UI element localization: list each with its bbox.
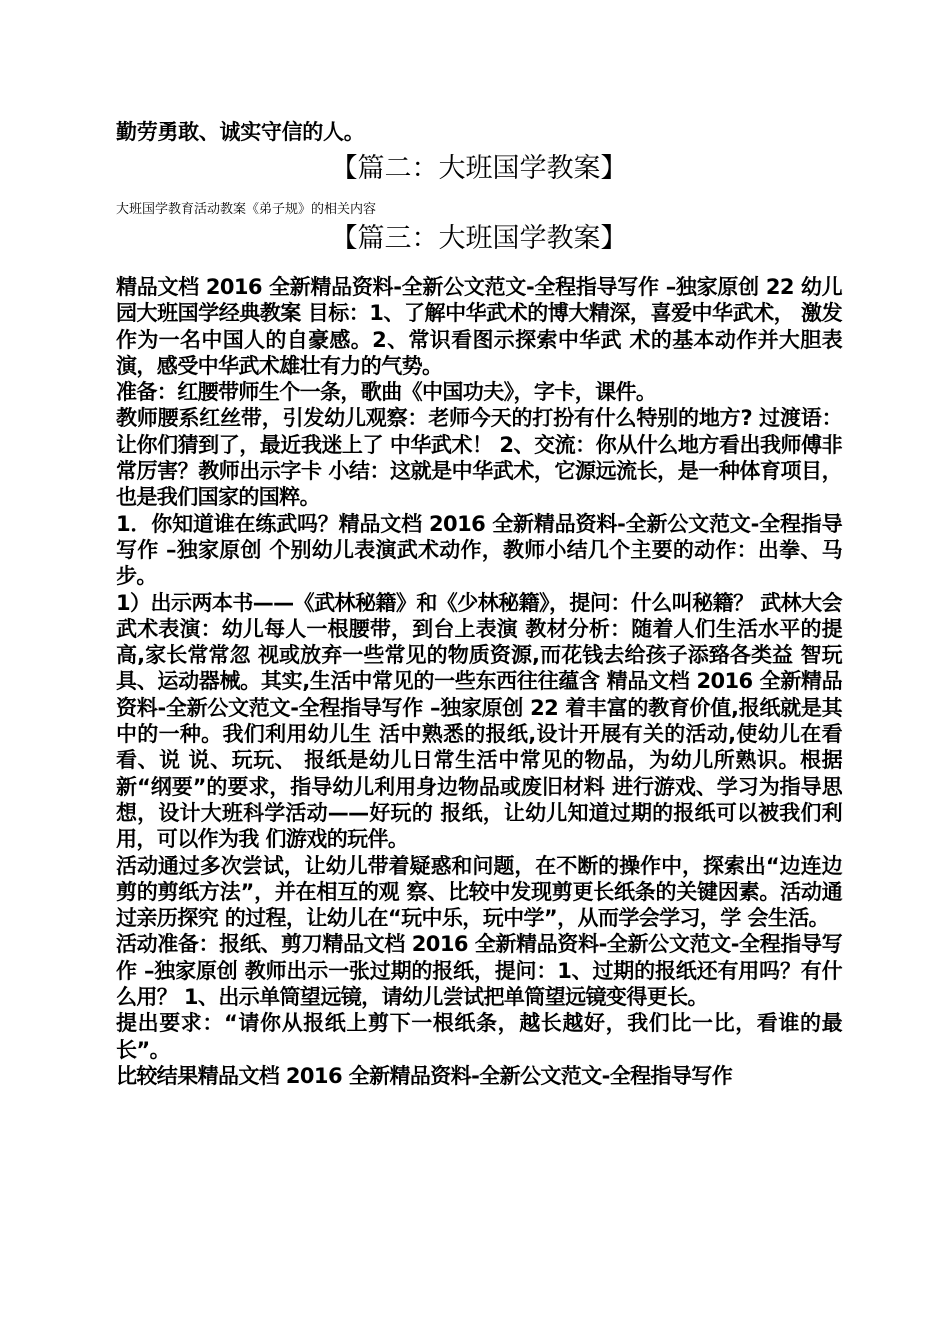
paragraph: 精品文档 2016 全新精品资料-全新公文范文-全程指导写作 –独家原创 22 幼儿园大班国学经典教案 目标：1、了解中华武术的博大精深，喜爱中华武术， 激发作为一名中国人的自豪感。2、常识看图示探索中华武 术的基本动作并大胆表演，感受中华武术雄壮有力的气势。: [116, 275, 842, 378]
body-text: [116, 274, 842, 1089]
section-three-title: 【篇三：大班国学教案】: [330, 223, 628, 254]
paragraph: 活动通过多次尝试，让幼儿带着疑惑和问题，在不断的操作中，探索出“边连边剪的剪纸方法”，并在相互的观 察、比较中发现剪更长纸条的关键因素。活动通过亲历探究 的过程，让幼儿在“玩中乐，玩中学”，从而学会学习，学 会生活。: [116, 853, 842, 931]
document-content: [116, 116, 842, 1089]
paragraph: 1．你知道谁在练武吗？精品文档 2016 全新精品资料-全新公文范文-全程指导写作 –独家原创 个别幼儿表演武术动作，教师小结几个主要的动作：出拳、马步。: [116, 511, 842, 589]
paragraph: 活动准备：报纸、剪刀精品文档 2016 全新精品资料-全新公文范文-全程指导写作 –独家原创 教师出示一张过期的报纸，提问：1、过期的报纸还有用吗？有什么用？ 1、出示单筒望远镜，请幼儿尝试把单筒望远镜变得更长。: [116, 932, 842, 1010]
paragraph: 1）出示两本书——《武林秘籍》和《少林秘籍》，提问：什么叫秘籍？ 武林大会武术表演：幼儿每人一根腰带，到台上表演 教材分析：随着人们生活水平的提高,家长常常忽 视或放弃一些常见的物质资源,而花钱去给孩子添臵各类益 智玩具、运动器械。其实,生活中常见的一些东西往往蕴含 精品文档 2016 全新精品资料-全新公文范文-全程指导写作 –独家原创 22 着丰富的教育价值,报纸就是其中的一种。我们利用幼儿生 活中熟悉的报纸,设计开展有关的活动,使幼儿在看看、说 说、玩玩、 报纸是幼儿日常生活中常见的物品，为幼儿所熟识。根据新“纲要”的要求，指导幼儿利用身边物品或废旧材料 进行游戏、学习为指导思想，设计大班科学活动——好玩的 报纸，让幼儿知道过期的报纸可以被我们利用，可以作为我 们游戏的玩伴。: [116, 590, 842, 852]
paragraph: 准备：红腰带师生个一条，歌曲《中国功夫》，字卡，课件。: [116, 380, 657, 405]
paragraph: 比较结果精品文档 2016 全新精品资料-全新公文范文-全程指导写作: [116, 1063, 733, 1088]
section-two-title: 【篇二：大班国学教案】: [330, 153, 628, 184]
paragraph: 教师腰系红丝带，引发幼儿观察：老师今天的打扮有什么特别的地方? 过渡语：让你们猜到了，最近我迷上了 中华武术！ 2、交流：你从什么地方看出我师傅非常厉害？教师出示字卡 小结：这就是中华武术，它源远流长，是一种体育项目，也是我们国家的国粹。: [116, 406, 842, 510]
paragraph: 提出要求：“请你从报纸上剪下一根纸条，越长越好，我们比一比，看谁的最长”。: [116, 1011, 842, 1062]
lead-line: 勤劳勇敢、诚实守信的人。: [116, 120, 365, 144]
section-two-subtitle: 大班国学教育活动教案《弟子规》的相关内容: [116, 202, 377, 217]
